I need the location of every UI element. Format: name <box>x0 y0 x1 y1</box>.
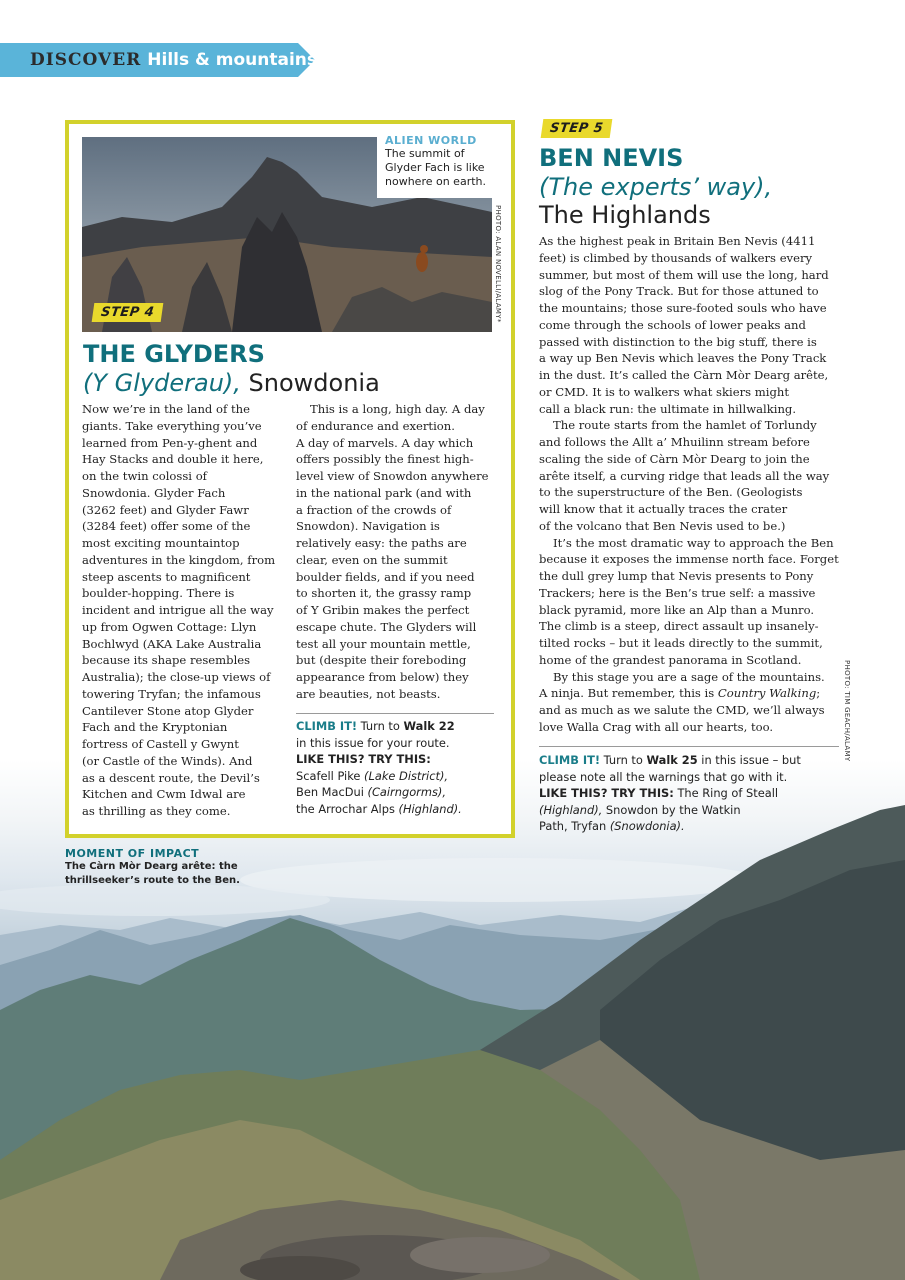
suggestion-region: (Lake District), <box>364 768 449 783</box>
body-line: The climb is a steep, direct assault up insanely- <box>539 619 819 634</box>
photo-credit-ben-nevis: PHOTO: TIM GEACH/ALAMY <box>843 660 851 762</box>
body-line: home of the grandest panorama in Scotland. <box>539 652 802 667</box>
body-line <box>539 685 844 702</box>
moment-head: MOMENT OF IMPACT <box>65 847 200 860</box>
body-line: because it exposes the immense north face. Forget <box>539 552 839 567</box>
body-line: Snowdonia. Glyder Fach <box>82 485 226 500</box>
body-line: Bochlwyd (AKA Lake Australia <box>82 636 262 651</box>
body-line: tilted rocks – but it leads directly to the summit, <box>539 636 823 650</box>
glyders-subtitle <box>83 369 380 397</box>
suggestion-text: Scafell Pike <box>296 768 365 783</box>
body-line: learned from Pen-y-ghent and <box>82 435 258 450</box>
body-text: A ninja. But remember, this is <box>539 686 718 700</box>
suggestion-text: Snowdon by the Watkin <box>602 802 741 817</box>
like-this-label: LIKE THIS? TRY THIS: <box>539 786 674 800</box>
body-line: By this stage you are a sage of the mountains. <box>553 669 825 684</box>
ben-nevis-title: BEN NEVIS <box>539 144 684 172</box>
body-line: boulder-hopping. There is <box>82 586 235 601</box>
body-line: (or Castle of the Winds). And <box>82 753 253 768</box>
body-line: up from Ogwen Cottage: Llyn <box>82 619 257 634</box>
photo-caption-line: nowhere on earth. <box>385 175 486 188</box>
body-line: scaling the side of Càrn Mòr Dearg to join the <box>539 451 810 466</box>
moment-line: thrillseeker’s route to the Ben. <box>65 875 240 886</box>
section-header <box>30 50 317 70</box>
walk-reference: Walk 22 <box>403 719 455 733</box>
ben-nevis-body-end <box>539 685 844 735</box>
body-line: Snowdon). Navigation is <box>296 519 440 534</box>
body-line: as a descent route, the Devil’s <box>82 770 260 785</box>
body-line: Australia); the close-up views of <box>82 670 271 684</box>
climb-it-label: CLIMB IT! <box>539 753 601 767</box>
body-line: Kitchen and Cwm Idwal are <box>82 787 246 802</box>
photo-caption-line: Glyder Fach is like <box>385 161 485 174</box>
body-line: fortress of Castell y Gwynt <box>82 737 239 751</box>
body-line: escape chute. The Glyders will <box>296 619 477 634</box>
section-discover: DISCOVER <box>30 50 142 70</box>
body-line: relatively easy: the paths are <box>296 536 467 550</box>
magazine-name: Country Walking <box>717 686 817 700</box>
body-line: of endurance and exertion. <box>296 418 455 433</box>
body-line: A day of marvels. A day which <box>296 435 474 450</box>
body-line: of Y Gribin makes the perfect <box>296 603 470 617</box>
body-line: towering Tryfan; the infamous <box>82 686 261 701</box>
moment-line: The Càrn Mòr Dearg arête: the <box>65 861 238 872</box>
body-line: a way up Ben Nevis which leaves the Pony Track <box>539 351 827 366</box>
body-line: Fach and the Kryptonian <box>82 720 228 735</box>
body-line: clear, even on the summit <box>296 552 448 567</box>
photo-caption-line: The summit of <box>385 147 465 160</box>
suggestion-region: (Cairngorms), <box>367 785 446 799</box>
climb-text: in this issue for your route. <box>296 735 450 750</box>
body-line: most exciting mountaintop <box>82 536 240 550</box>
climb-text: in this issue – but <box>697 753 801 767</box>
body-line: the mountains; those sure-footed souls who have <box>539 301 827 315</box>
body-line: in the national park (and with <box>296 485 472 500</box>
photo-caption-head: ALIEN WORLD <box>385 134 477 147</box>
ben-nevis-subtitle-plain <box>539 201 711 229</box>
body-line: Cantilever Stone atop Glyder <box>82 703 254 718</box>
photo-credit-glyders: PHOTO: ALAN NOVELLI/ALAMY* <box>494 205 502 323</box>
body-line: (3262 feet) and Glyder Fawr <box>82 502 249 517</box>
suggestion-text: The Ring of Steall <box>673 786 779 800</box>
body-line: As the highest peak in Britain Ben Nevis (4411 <box>539 234 816 248</box>
body-line: will know that it actually traces the crater <box>539 502 788 516</box>
body-line: The route starts from the hamlet of Torlundy <box>553 418 817 433</box>
climb-text: Turn to <box>600 753 647 767</box>
step-5-badge: STEP 5 <box>541 119 613 138</box>
body-line: It’s the most dramatic way to approach the Ben <box>553 535 834 550</box>
body-line: Trackers; here is the Ben’s true self: a massive <box>539 585 816 600</box>
body-line: but (despite their foreboding <box>296 653 467 668</box>
step-4-badge: STEP 4 <box>92 303 164 322</box>
body-line: the dull grey lump that Nevis presents to Pony <box>539 569 814 583</box>
photo-caption-alien-world <box>377 130 492 198</box>
suggestion-text: Path, Tryfan <box>539 819 610 833</box>
body-line: and as much as we salute the CMD, we’ll always <box>539 702 825 717</box>
body-line: to shorten it, the grassy ramp <box>296 586 472 601</box>
body-line: level view of Snowdon anywhere <box>296 469 489 483</box>
body-line: Now we’re in the land of the <box>82 402 250 416</box>
section-subsection: Hills & mountains <box>147 50 318 70</box>
body-line: summer, but most of them will use the long, hard <box>539 267 829 282</box>
body-line: to the superstructure of the Ben. (Geologists <box>539 485 803 500</box>
body-line: and follows the Allt a’ Mhuilinn stream before <box>539 435 810 449</box>
ben-nevis-subtitle-italic <box>539 173 772 201</box>
suggestion-text: the Arrochar Alps <box>296 801 399 816</box>
glyders-title: THE GLYDERS <box>83 340 265 368</box>
body-line: appearance from below) they <box>296 670 469 684</box>
body-line: slog of the Pony Track. But for those attuned to <box>539 284 819 299</box>
climb-text: Turn to <box>357 719 404 733</box>
body-line: of the volcano that Ben Nevis used to be.) <box>539 518 786 533</box>
glyders-subtitle-italic: (Y Glyderau), <box>83 369 241 397</box>
ben-nevis-body <box>539 233 844 685</box>
ben-nevis-climb-it <box>539 752 844 835</box>
glyders-subtitle-plain: Snowdonia <box>240 369 380 397</box>
body-line: Hay Stacks and double it here, <box>82 452 264 467</box>
like-this-label: LIKE THIS? TRY THIS: <box>296 752 431 766</box>
subtitle-plain: The Highlands <box>539 201 711 229</box>
body-text: ; <box>816 686 821 700</box>
body-line: call a black run: the ultimate in hillwalking. <box>539 401 797 416</box>
body-line: on the twin colossi of <box>82 469 207 483</box>
divider-rule <box>539 746 839 747</box>
divider-rule <box>296 713 494 714</box>
body-line: offers possibly the finest high- <box>296 452 474 467</box>
body-line: feet) is climbed by thousands of walkers every <box>539 250 813 265</box>
glyders-column-2 <box>296 401 501 703</box>
body-line: black pyramid, more like an Alp than a Munro. <box>539 602 815 617</box>
climb-it-label: CLIMB IT! <box>296 719 358 733</box>
body-line: because its shape resembles <box>82 653 251 668</box>
body-line: are beauties, not beasts. <box>296 686 441 701</box>
body-line: arête itself, a curving ridge that leads all the way <box>539 468 830 483</box>
body-line: love Walla Crag with all our hearts, too. <box>539 719 774 734</box>
body-line: adventures in the kingdom, from <box>82 552 276 567</box>
body-line: passed with distinction to the big stuff, there is <box>539 334 817 349</box>
body-line: (3284 feet) offer some of the <box>82 519 251 534</box>
body-line: or CMD. It is to walkers what skiers might <box>539 384 790 399</box>
body-line: boulder fields, and if you need <box>296 569 475 584</box>
body-line: test all your mountain mettle, <box>296 636 471 651</box>
body-line: giants. Take everything you’ve <box>82 418 262 433</box>
body-line: as thrilling as they come. <box>82 804 231 818</box>
climb-text: please note all the warnings that go with it. <box>539 769 788 784</box>
glyders-column-1 <box>82 401 287 820</box>
suggestion-text: Ben MacDui <box>296 785 368 799</box>
suggestion-region: (Highland). <box>398 801 462 816</box>
subtitle-italic: (The experts’ way), <box>539 173 773 201</box>
walk-reference: Walk 25 <box>646 753 698 767</box>
body-line: steep ascents to magnificent <box>82 569 251 584</box>
body-line: come through the schools of lower peaks and <box>539 317 806 332</box>
glyders-climb-it <box>296 718 501 817</box>
body-line: This is a long, high day. A day <box>310 402 485 416</box>
moment-of-impact-caption <box>65 847 240 888</box>
body-line: in the dust. It’s called the Càrn Mòr Dearg arête, <box>539 368 829 382</box>
suggestion-region: (Highland), <box>539 802 603 817</box>
body-line: a fraction of the crowds of <box>296 502 452 517</box>
body-line: incident and intrigue all the way <box>82 603 274 617</box>
suggestion-region: (Snowdonia). <box>609 819 685 833</box>
